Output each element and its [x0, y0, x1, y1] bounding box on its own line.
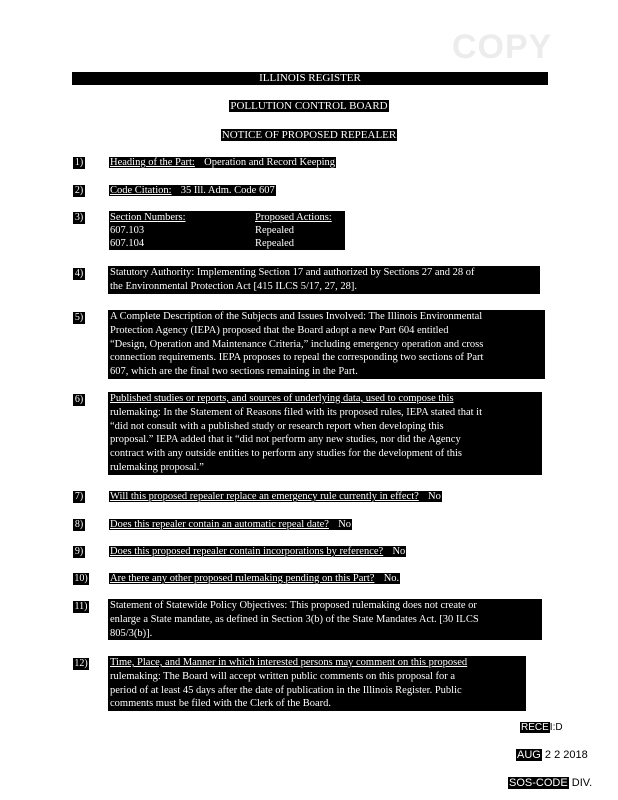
- item-number: 1): [74, 157, 84, 168]
- text-line: Statutory Authority: Implementing Section 17 and authorized by Sections 27 and 28 of: [110, 267, 475, 278]
- item-number: 10): [74, 573, 88, 584]
- text-line: “Design, Operation and Maintenance Criteria,” including emergency operation and cross: [110, 338, 484, 350]
- item-label: Does this repealer contain an automatic repeal date?: [110, 519, 329, 530]
- text-line: comments must be filed with the Clerk of the Board.: [110, 698, 332, 710]
- item-label: Heading of the Part:: [110, 157, 195, 168]
- text-line: rulemaking: The Board will accept written public comments on this proposal for a: [110, 670, 456, 682]
- section-numbers-label: Section Numbers:: [110, 212, 186, 223]
- item-number: 8): [74, 519, 84, 530]
- received-stamp: [520, 722, 563, 733]
- text-line: period of at least 45 days after the date of publication in the Illinois Register. Public: [110, 684, 462, 696]
- text-line: the Environmental Protection Act [415 ILCS 5/17, 27, 28].: [110, 280, 358, 292]
- section-number: 607.104: [110, 238, 145, 249]
- text-line: proposal.” IEPA added that it “did not perform any new studies, nor did the Agency: [110, 434, 461, 446]
- text-line: enlarge a State mandate, as defined in Section 3(b) of the State Mandates Act. [30 ILCS: [110, 613, 479, 625]
- statutory-authority-block: [108, 266, 540, 294]
- item-label: Does this proposed repealer contain incorporations by reference?: [110, 546, 384, 557]
- item-value: Operation and Record Keeping: [204, 157, 336, 168]
- item-other-rulemaking: [109, 572, 400, 586]
- text-line: Protection Agency (IEPA) proposed that the Board adopt a new Part 604 entitled: [110, 324, 449, 336]
- item-label: Will this proposed repealer replace an emergency rule currently in effect?: [110, 491, 419, 502]
- item-number: 5): [74, 312, 84, 323]
- text-line: connection requirements. IEPA proposes to repeal the corresponding two sections of Part: [110, 352, 484, 364]
- item-emergency-rule: [109, 490, 442, 504]
- text-line: 805/3(b)].: [110, 627, 153, 639]
- section-number: 607.103: [110, 225, 145, 236]
- proposed-actions-label: Proposed Actions:: [255, 212, 332, 223]
- item-number: 7): [74, 491, 84, 502]
- item-number: 11): [74, 601, 88, 612]
- item-value: No: [392, 546, 406, 557]
- received-day-year: 2 2 2018: [544, 749, 588, 761]
- text-line: “did not consult with a published study or research report when developing this: [110, 420, 444, 432]
- description-block: [108, 310, 545, 379]
- item-value: No: [428, 491, 441, 502]
- office-division: DIV.: [571, 777, 593, 789]
- text-line: Statement of Statewide Policy Objectives: This proposed rulemaking does not create or: [110, 600, 477, 611]
- policy-objectives-block: [108, 599, 542, 640]
- received-date: [516, 749, 588, 761]
- text-line: rulemaking: In the Statement of Reasons filed with its proposed rules, IEPA stated that it: [110, 406, 483, 418]
- item-number: 3): [74, 212, 84, 223]
- item-label: Are there any other proposed rulemaking pending on this Part?: [110, 573, 375, 584]
- received-label: RECE: [521, 722, 549, 733]
- received-office: [508, 777, 592, 789]
- item-incorporations: [109, 545, 406, 559]
- published-studies-block: [108, 392, 542, 475]
- item-auto-repeal: [109, 518, 352, 532]
- text-line: A Complete Description of the Subjects and Issues Involved: The Illinois Environmental: [110, 311, 483, 322]
- item-label: Code Citation:: [110, 185, 172, 196]
- item-number: 2): [74, 185, 84, 196]
- item-heading: [109, 156, 336, 170]
- received-month: AUG: [517, 749, 541, 761]
- item-code-citation: [109, 184, 276, 198]
- copy-watermark: COPY: [452, 28, 553, 66]
- text-line: Time, Place, and Manner in which interested persons may comment on this proposed: [110, 657, 468, 668]
- board-title: POLLUTION CONTROL BOARD: [230, 100, 388, 112]
- item-number: 12): [74, 658, 88, 669]
- item-value: 35 Ill. Adm. Code 607: [180, 185, 275, 196]
- section-row: [109, 224, 345, 237]
- text-line: Published studies or reports, and sources of underlying data, used to compose this: [110, 393, 454, 404]
- received-label-tail: I:D: [549, 722, 563, 733]
- text-line: rulemaking proposal.”: [110, 461, 204, 473]
- item-value: No.: [383, 573, 400, 584]
- item-number: 4): [74, 268, 84, 279]
- section-action: Repealed: [255, 238, 295, 249]
- text-line: 607, which are the final two sections remaining in the Part.: [110, 366, 358, 378]
- register-banner: ILLINOIS REGISTER: [72, 72, 548, 85]
- item-number: 6): [74, 394, 84, 405]
- item-value: No: [338, 519, 352, 530]
- section-header-row: [109, 211, 345, 224]
- section-row: [109, 237, 345, 250]
- notice-title: NOTICE OF PROPOSED REPEALER: [221, 129, 397, 141]
- text-line: contract with any outside entities to perform any studies for the development of this: [110, 448, 462, 460]
- comment-procedure-block: [108, 656, 526, 711]
- office-code: SOS-CODE: [509, 777, 568, 789]
- item-number: 9): [74, 546, 84, 557]
- section-action: Repealed: [255, 225, 295, 236]
